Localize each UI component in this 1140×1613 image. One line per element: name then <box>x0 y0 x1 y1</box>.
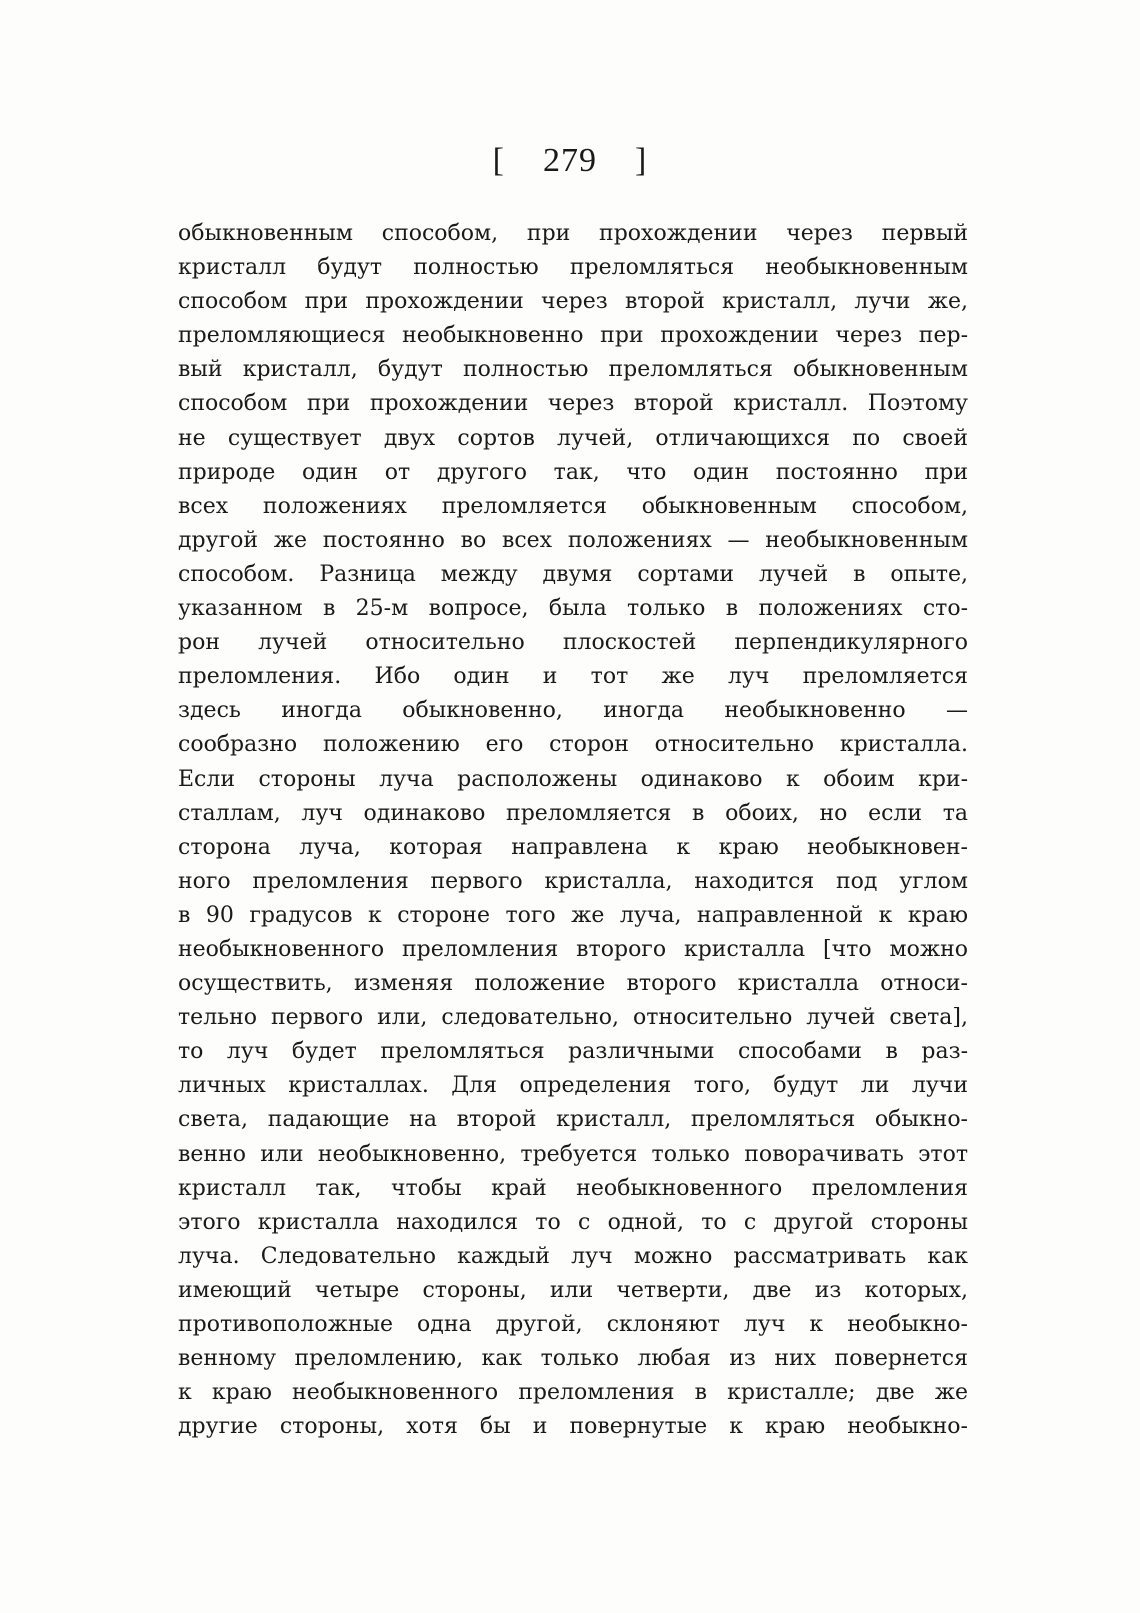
text-line: сторона луча, которая направлена к краю необыкновен- <box>178 834 968 860</box>
text-line: здесь иногда обыкновенно, иногда необыкновенно — <box>178 698 968 724</box>
text-line: то луч будет преломляться различными способами в раз- <box>178 1039 968 1065</box>
text-line: осуществить, изменяя положение второго кристалла относи- <box>178 971 968 997</box>
text-line: личных кристаллах. Для определения того, будут ли лучи <box>178 1073 968 1099</box>
text-line: венно или необыкновенно, требуется только поворачивать этот <box>178 1141 968 1167</box>
text-line: способом при прохождении через второй кристалл. Поэтому <box>178 391 968 417</box>
text-line: кристалл будут полностью преломляться необыкновенным <box>178 255 968 281</box>
text-line: преломляющиеся необыкновенно при прохождении через пер- <box>178 323 968 349</box>
text-line: тельно первого или, следовательно, относительно лучей света], <box>178 1005 968 1031</box>
text-line: указанном в 25-м вопросе, была только в положениях сто- <box>178 596 968 622</box>
text-line: сообразно положению его сторон относительно кристалла. <box>178 732 968 758</box>
text-line: в 90 градусов к стороне того же луча, направленной к краю <box>178 902 968 928</box>
text-line: кристалл так, чтобы край необыкновенного преломления <box>178 1175 968 1201</box>
text-line: ного преломления первого кристалла, находится под углом <box>178 868 968 894</box>
text-line: к краю необыкновенного преломления в кристалле; две же <box>178 1380 968 1406</box>
text-line: не существует двух сортов лучей, отличающихся по своей <box>178 425 968 451</box>
text-line: другие стороны, хотя бы и повернутые к краю необыкно- <box>178 1414 968 1440</box>
text-line: другой же постоянно во всех положениях — необыкновенным <box>178 527 968 553</box>
text-line: света, падающие на второй кристалл, преломляться обыкно- <box>178 1107 968 1133</box>
text-line: сталлам, луч одинаково преломляется в обоих, но если та <box>178 800 968 826</box>
text-line: всех положениях преломляется обыкновенным способом, <box>178 493 968 519</box>
text-line: этого кристалла находился то с одной, то с другой стороны <box>178 1209 968 1235</box>
text-line: обыкновенным способом, при прохождении через первый <box>178 221 968 246</box>
page-number-open-bracket: [ <box>492 142 505 179</box>
text-line: Если стороны луча расположены одинаково к обоим кри- <box>178 766 968 792</box>
text-line: луча. Следовательно каждый луч можно рассматривать как <box>178 1243 968 1269</box>
text-line: вый кристалл, будут полностью преломляться обыкновенным <box>178 357 968 383</box>
text-line: преломления. Ибо один и тот же луч преломляется <box>178 664 968 690</box>
text-line: способом. Разница между двумя сортами лучей в опыте, <box>178 561 968 587</box>
body-text <box>178 217 968 1444</box>
text-line: природе один от другого так, что один постоянно при <box>178 459 968 485</box>
page-number <box>0 142 1140 180</box>
text-line: способом при прохождении через второй кристалл, лучи же, <box>178 289 968 315</box>
text-line: венному преломлению, как только любая из них повернется <box>178 1346 968 1372</box>
page-number-close-bracket: ] <box>635 142 648 179</box>
page-number-value: 279 <box>543 142 597 179</box>
text-line: необыкновенного преломления второго кристалла [что можно <box>178 936 968 962</box>
text-line: противоположные одна другой, склоняют луч к необыкно- <box>178 1312 968 1337</box>
text-line: имеющий четыре стороны, или четверти, две из которых, <box>178 1277 968 1303</box>
text-line: рон лучей относительно плоскостей перпендикулярного <box>178 630 968 656</box>
